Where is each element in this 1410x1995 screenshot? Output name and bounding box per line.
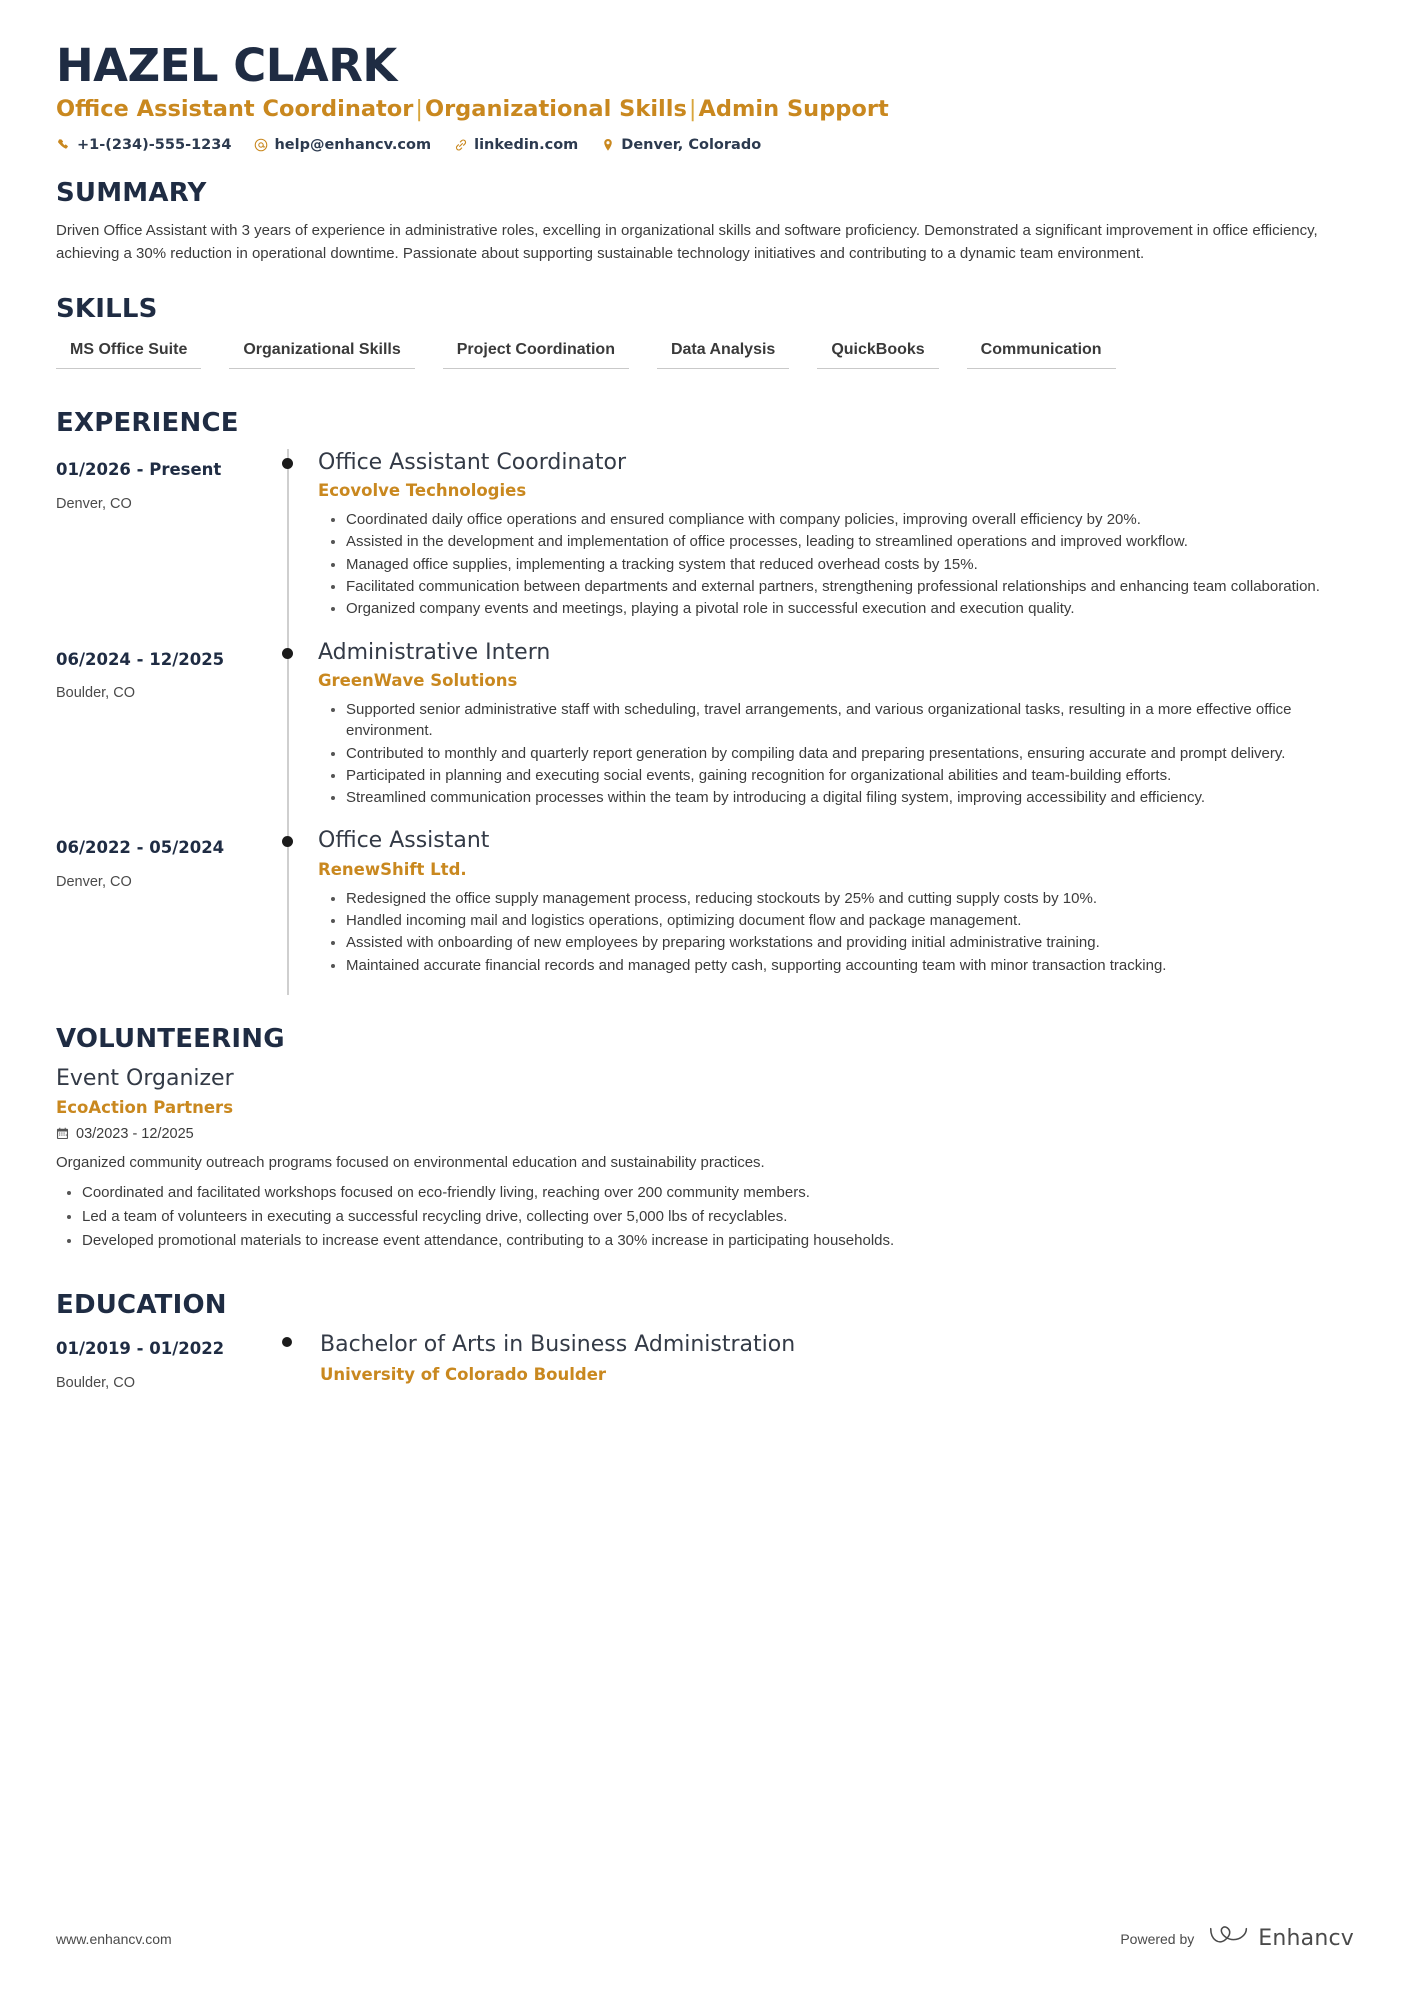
volunteering-bullets: [56, 1182, 1354, 1252]
education-body: [308, 1331, 1354, 1392]
professional-headline: [56, 96, 1354, 123]
timeline-rail: [268, 827, 308, 994]
experience-company: Ecovolve Technologies: [318, 481, 527, 501]
skills-list: [56, 339, 1354, 369]
bullet-item: Redesigned the office supply management process, reducing stockouts by 25% and cutting supply costs by 10%.: [344, 888, 1354, 909]
experience-meta: [56, 449, 268, 639]
education-degree: Bachelor of Arts in Business Administration: [320, 1332, 796, 1358]
bullet-item: Developed promotional materials to increase event attendance, contributing to a 30% increase in participating households.: [80, 1230, 1354, 1251]
education-school: University of Colorado Boulder: [320, 1364, 607, 1384]
summary-text: Driven Office Assistant with 3 years of experience in administrative roles, excelling in organizational skills and software proficiency. Demonstrated a significant improvement in office efficiency, achieving a 30% reduction in operational downtime. Passionate about supporting sustainable technology initiatives and contributing to a dynamic team environment.: [56, 221, 1318, 262]
experience-dates: 01/2026 - Present: [56, 459, 222, 479]
bullet-item: Contributed to monthly and quarterly report generation by compiling data and preparing presentations, ensuring accurate and prompt delivery.: [344, 743, 1354, 764]
skill-chip: MS Office Suite: [56, 339, 201, 369]
experience-bullets: [318, 888, 1354, 976]
experience-section: [56, 409, 1354, 995]
enhancv-mark-icon: [1208, 1924, 1250, 1953]
calendar-icon: [56, 1127, 69, 1141]
volunteering-entry: [56, 1065, 1354, 1252]
education-dates: 01/2019 - 01/2022: [56, 1339, 225, 1359]
timeline-line: [287, 639, 289, 828]
experience-meta: [56, 827, 268, 994]
footer-branding: [1120, 1924, 1354, 1953]
experience-role: Office Assistant: [318, 828, 490, 854]
skill-chip: Communication: [967, 339, 1116, 369]
experience-company: GreenWave Solutions: [318, 671, 518, 691]
experience-company: RenewShift Ltd.: [318, 859, 467, 879]
footer-powered-by-label: Powered by: [1120, 1930, 1195, 1947]
email-icon: [253, 137, 268, 152]
link-icon: [453, 137, 468, 152]
volunteering-organization: EcoAction Partners: [56, 1098, 234, 1118]
contact-email[interactable]: [253, 137, 431, 153]
experience-dates: 06/2022 - 05/2024: [56, 838, 225, 858]
experience-dates: 06/2024 - 12/2025: [56, 649, 225, 669]
skills-section: [56, 295, 1354, 369]
volunteering-section-title: VOLUNTEERING: [56, 1023, 285, 1054]
bullet-item: Maintained accurate financial records and managed petty cash, supporting accounting team with minor transaction tracking.: [344, 955, 1354, 976]
bullet-item: Streamlined communication processes within the team by introducing a digital filing system, improving accessibility and efficiency.: [344, 787, 1354, 808]
headline-separator-1: |: [415, 95, 423, 122]
contact-email-value: help@enhancv.com: [274, 136, 432, 153]
experience-entry: [56, 639, 1354, 828]
experience-bullets: [318, 699, 1354, 808]
experience-entry: [56, 449, 1354, 639]
headline-part-3: Admin Support: [698, 95, 889, 122]
experience-section-title: EXPERIENCE: [56, 407, 239, 438]
timeline-rail: [268, 1331, 308, 1392]
timeline-dot: [282, 458, 293, 469]
bullet-item: Coordinated daily office operations and ensured compliance with company policies, improving overall efficiency by 20%.: [344, 509, 1354, 530]
contact-link[interactable]: [453, 137, 578, 153]
experience-location: Denver, CO: [56, 874, 132, 891]
bullet-item: Managed office supplies, implementing a tracking system that reduced overhead costs by 15%.: [344, 554, 1354, 575]
skill-chip: Organizational Skills: [229, 339, 414, 369]
contact-phone-value: +1-(234)-555-1234: [77, 136, 232, 153]
summary-section-title: SUMMARY: [56, 177, 207, 208]
skill-chip: QuickBooks: [817, 339, 938, 369]
education-entry: [56, 1331, 1354, 1392]
bullet-item: Facilitated communication between departments and external partners, strengthening professional relationships and enhancing team collaboration.: [344, 576, 1354, 597]
experience-meta: [56, 639, 268, 828]
education-section-title: EDUCATION: [56, 1290, 227, 1321]
bullet-item: Led a team of volunteers in executing a successful recycling drive, collecting over 5,000 lbs of recyclables.: [80, 1206, 1354, 1227]
bullet-item: Participated in planning and executing social events, gaining recognition for organizational abilities and team-building efforts.: [344, 765, 1354, 786]
bullet-item: Handled incoming mail and logistics operations, optimizing document flow and package management.: [344, 910, 1354, 931]
experience-list: [56, 449, 1354, 995]
contact-link-value: linkedin.com: [474, 136, 579, 153]
contact-phone[interactable]: [56, 137, 231, 153]
bullet-item: Supported senior administrative staff with scheduling, travel arrangements, and various organizational tasks, resulting in a more effective office environment.: [344, 699, 1354, 742]
contact-location: [600, 137, 761, 153]
contact-location-value: Denver, Colorado: [621, 136, 762, 153]
summary-section: [56, 179, 1354, 265]
timeline-line: [287, 449, 289, 639]
timeline-rail: [268, 449, 308, 639]
experience-role: Administrative Intern: [318, 639, 551, 665]
location-pin-icon: [600, 137, 615, 152]
phone-icon: [56, 137, 71, 152]
page-footer: [56, 1924, 1354, 1953]
enhancv-wordmark: Enhancv: [1258, 1926, 1354, 1951]
footer-url[interactable]: www.enhancv.com: [56, 1930, 172, 1947]
enhancv-logo: [1208, 1924, 1354, 1953]
volunteering-dates-row: [56, 1126, 1354, 1142]
bullet-item: Assisted with onboarding of new employees by preparing workstations and providing initial administrative training.: [344, 932, 1354, 953]
headline-part-1: Office Assistant Coordinator: [56, 95, 414, 122]
resume-header: [56, 39, 1354, 153]
timeline-dot: [282, 1337, 292, 1347]
education-meta: [56, 1331, 268, 1392]
volunteering-dates: 03/2023 - 12/2025: [76, 1126, 194, 1143]
experience-location: Boulder, CO: [56, 685, 135, 702]
timeline-line: [287, 827, 289, 994]
experience-location: Denver, CO: [56, 495, 132, 512]
experience-entry: [56, 827, 1354, 994]
volunteering-description: Organized community outreach programs focused on environmental education and sustainability practices.: [56, 1154, 765, 1172]
skill-chip: Data Analysis: [657, 339, 789, 369]
experience-body: [308, 827, 1354, 994]
education-location: Boulder, CO: [56, 1375, 135, 1392]
timeline-dot: [282, 648, 293, 659]
volunteering-role: Event Organizer: [56, 1065, 234, 1091]
headline-part-2: Organizational Skills: [424, 95, 687, 122]
headline-separator-2: |: [688, 95, 697, 122]
experience-bullets: [318, 509, 1354, 619]
volunteering-section: [56, 1025, 1354, 1252]
skills-section-title: SKILLS: [56, 294, 158, 325]
contact-row: [56, 137, 1354, 153]
experience-body: [308, 639, 1354, 828]
timeline-rail: [268, 639, 308, 828]
timeline-dot: [282, 836, 293, 847]
bullet-item: Assisted in the development and implementation of office processes, leading to streamlined operations and improved workflow.: [344, 531, 1354, 552]
bullet-item: Coordinated and facilitated workshops focused on eco-friendly living, reaching over 200 community members.: [80, 1182, 1354, 1203]
skill-chip: Project Coordination: [443, 339, 629, 369]
bullet-item: Organized company events and meetings, playing a pivotal role in successful execution and execution quality.: [344, 598, 1354, 619]
page-title: HAZEL CLARK: [56, 39, 397, 92]
experience-role: Office Assistant Coordinator: [318, 449, 626, 475]
education-section: [56, 1291, 1354, 1392]
experience-body: [308, 449, 1354, 639]
